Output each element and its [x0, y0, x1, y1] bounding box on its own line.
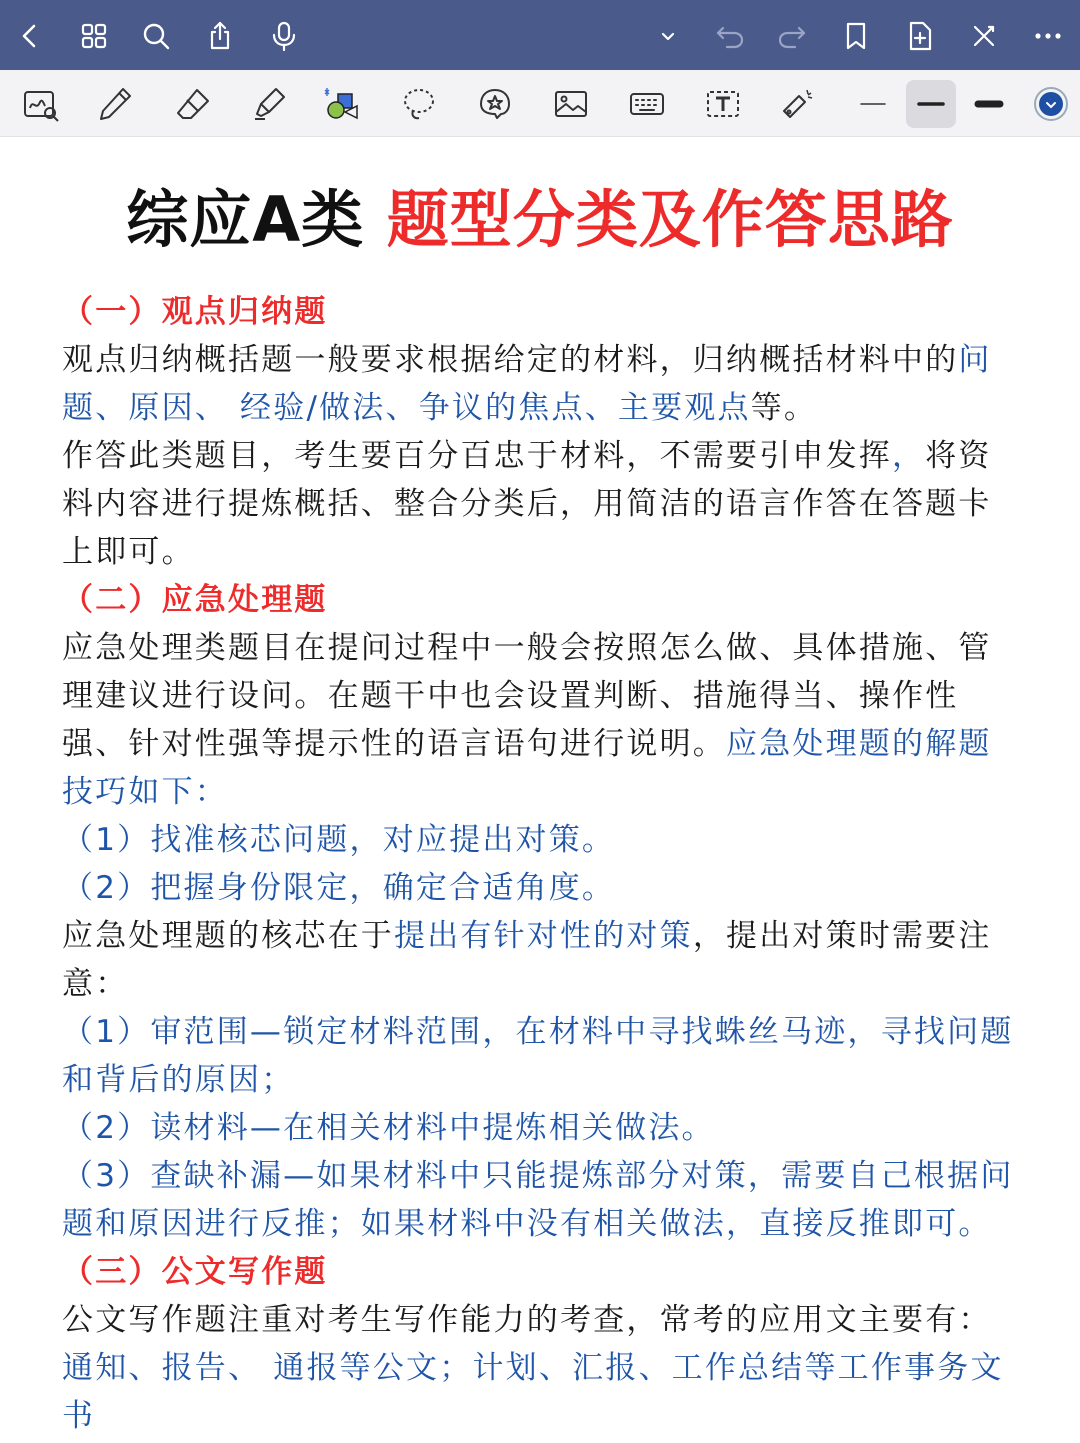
page-title — [0, 170, 1080, 259]
share-icon[interactable] — [198, 14, 242, 58]
section-1-heading: （一）观点归纳题 — [62, 294, 328, 330]
section-2-paragraph-2: 应急处理题的核芯在于提出有针对性的对策，提出对策时需要注意： — [62, 918, 992, 1002]
section-2-tip-1: （1）找准核芯问题，对应提出对策。 — [62, 822, 616, 858]
text-icon[interactable] — [698, 80, 748, 128]
redo-icon[interactable] — [770, 14, 814, 58]
title-part-1: 综应A类 — [126, 183, 365, 256]
sticker-icon[interactable] — [470, 80, 520, 128]
color-picker-icon[interactable] — [1026, 80, 1076, 128]
section-3-paragraph-1: 公文写作题注重对考生写作能力的考查，常考的应用文主要有：通知、报告、 通报等公文；计划、汇报、工作总结等工作事务文书 — [62, 1302, 1004, 1434]
section-2-note-3: （3）查缺补漏—如果材料中只能提炼部分对策，需要自己根据问题和原因进行反推；如果材料中没有相关做法，直接反推即可。 — [62, 1158, 1014, 1242]
drawing-toolbar — [0, 70, 1080, 137]
pen-icon[interactable] — [90, 80, 140, 128]
section-2-tip-2: （2）把握身份限定，确定合适角度。 — [62, 870, 616, 906]
top-navigation-bar — [0, 0, 1080, 70]
more-icon[interactable] — [1026, 14, 1070, 58]
section-2-note-1: （1）审范围—锁定材料范围，在材料中寻找蛛丝马迹，寻找问题和背后的原因； — [62, 1014, 1014, 1098]
back-icon[interactable] — [8, 14, 52, 58]
close-icon[interactable] — [962, 14, 1006, 58]
section-2-paragraph-1: 应急处理类题目在提问过程中一般会按照怎么做、具体措施、管理建议进行设问。在题干中也会设置判断、措施得当、操作性强、针对性强等提示性的语言语句进行说明。应急处理题的解题技巧如下： — [62, 630, 992, 810]
section-1-paragraph-1: 观点归纳概括题一般要求根据给定的材料，归纳概括材料中的问题、原因、 经验/做法、争议的焦点、主要观点等。 — [62, 342, 992, 426]
bookmark-icon[interactable] — [834, 14, 878, 58]
document-content — [62, 288, 1022, 1440]
add-page-icon[interactable] — [898, 14, 942, 58]
microphone-icon[interactable] — [262, 14, 306, 58]
image-icon[interactable] — [546, 80, 596, 128]
shapes-icon[interactable] — [316, 80, 366, 128]
chevron-down-icon[interactable] — [646, 14, 690, 58]
section-1-paragraph-2: 作答此类题目，考生要百分百忠于材料，不需要引申发挥，将资料内容进行提炼概括、整合分类后，用简洁的语言作答在答题卡上即可。 — [62, 438, 992, 570]
eraser-icon[interactable] — [168, 80, 218, 128]
lasso-icon[interactable] — [394, 80, 444, 128]
undo-icon[interactable] — [708, 14, 752, 58]
keyboard-icon[interactable] — [622, 80, 672, 128]
title-part-2: 题型分类及作答思路 — [386, 183, 954, 256]
search-icon[interactable] — [134, 14, 178, 58]
section-3-heading: （三）公文写作题 — [62, 1254, 328, 1290]
laser-pointer-icon[interactable] — [772, 80, 822, 128]
highlighter-icon[interactable] — [244, 80, 294, 128]
section-2-note-2: （2）读材料—在相关材料中提炼相关做法。 — [62, 1110, 715, 1146]
thin-stroke-icon[interactable] — [848, 80, 898, 128]
section-2-heading: （二）应急处理题 — [62, 582, 328, 618]
thick-stroke-icon[interactable] — [964, 80, 1014, 128]
medium-stroke-icon[interactable] — [906, 80, 956, 128]
grid-icon[interactable] — [72, 14, 116, 58]
zoom-window-icon[interactable] — [16, 80, 66, 128]
